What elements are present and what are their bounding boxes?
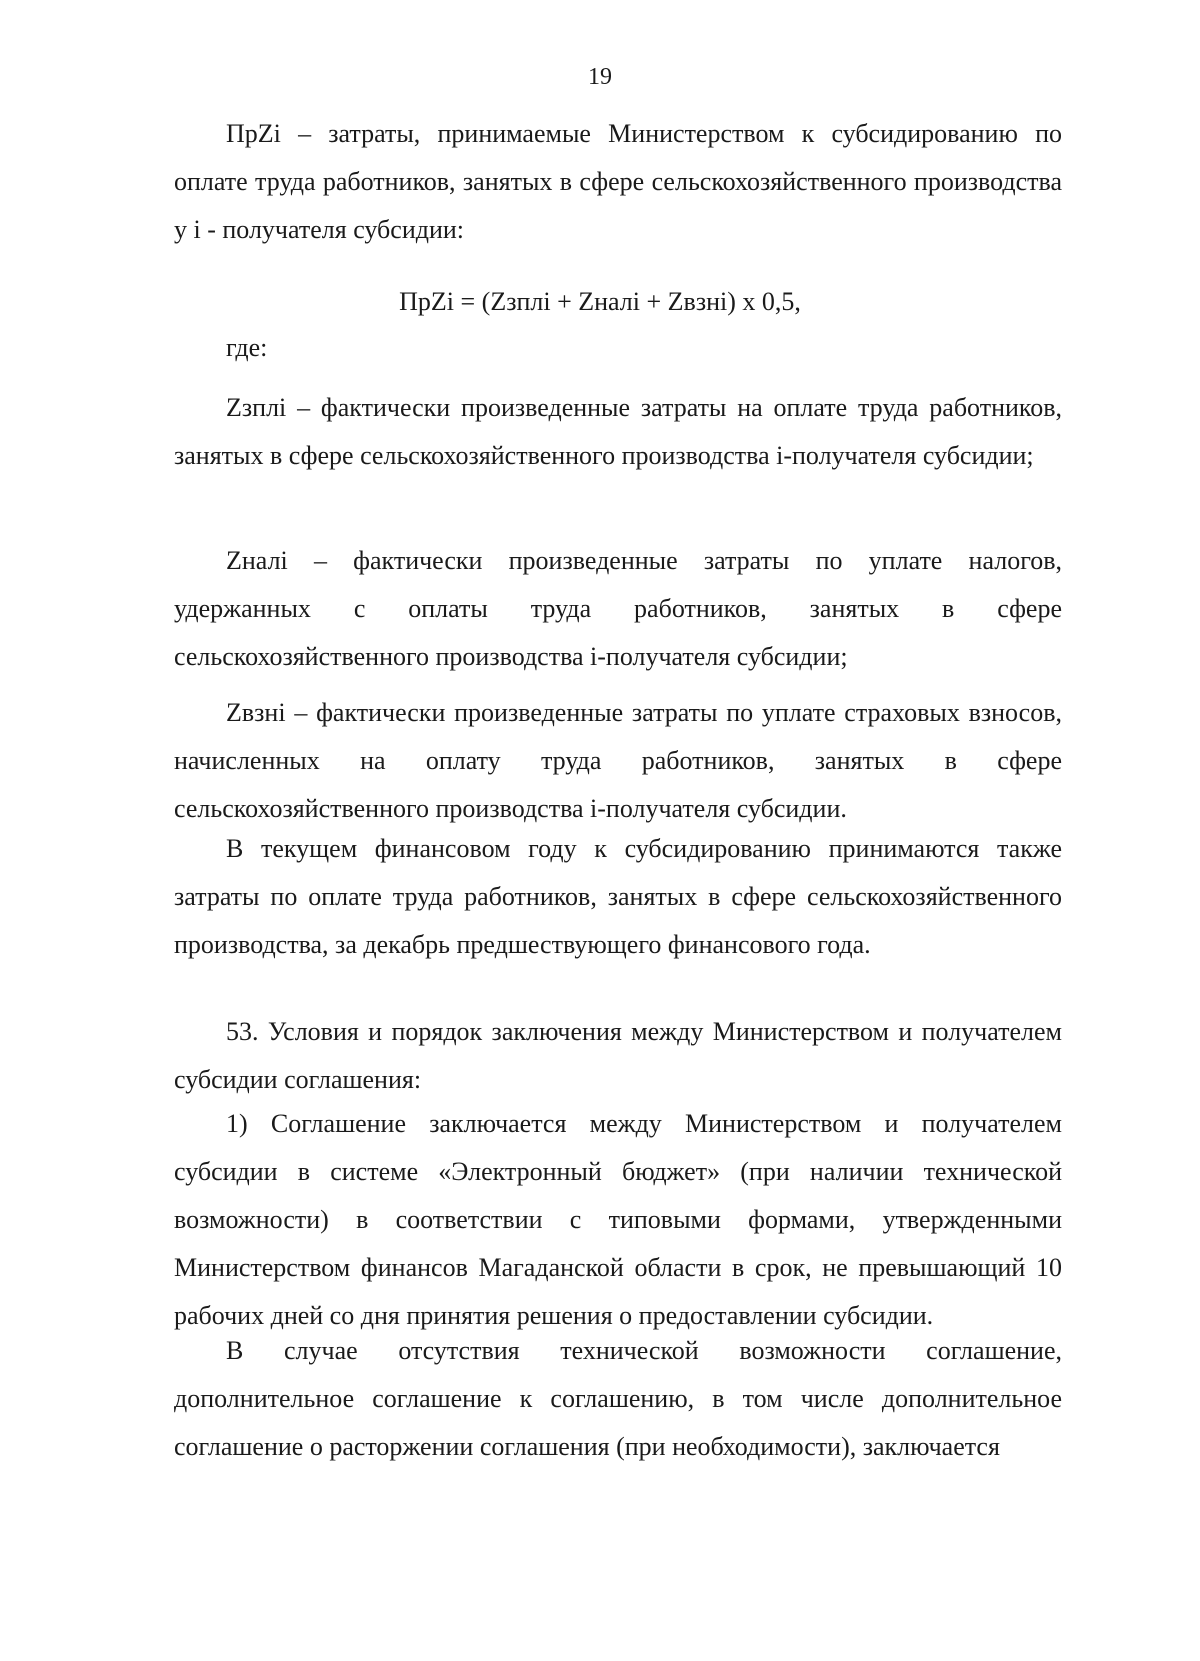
formula: ПрZi = (Zзплi + Zналi + Zвзнi) x 0,5,	[399, 287, 801, 316]
paragraph-zvzn-definition: Zвзнi – фактически произведенные затраты по уплате страховых взносов, начисленных на оплату труда работников, занятых в сфере сельскохозяйственного производства i-получателя субсидии.	[174, 698, 1062, 823]
paragraph-zzpl-definition: Zзплi – фактически произведенные затраты на оплате труда работников, занятых в сфере сельскохозяйственного производства i-получателя субсидии;	[174, 393, 1062, 470]
paragraph-where: где:	[226, 333, 268, 362]
paragraph-current-year: В текущем финансовом году к субсидированию принимаются также затраты по оплате труда работников, занятых в сфере сельскохозяйственного производства, за декабрь предшествующего финансового года.	[174, 834, 1062, 959]
paragraph-item-53: 53. Условия и порядок заключения между Министерством и получателем субсидии соглашения:	[174, 1017, 1062, 1094]
paragraph-subitem-1: 1) Соглашение заключается между Министерством и получателем субсидии в системе «Электронный бюджет» (при наличии технической возможности) в соответствии с типовыми формами, утвержденными Министерством финансов Магаданской области в срок, не превышающий 10 рабочих дней со дня принятия решения о предоставлении субсидии.	[174, 1109, 1062, 1330]
paragraph-przi-definition: ПрZi – затраты, принимаемые Министерством к субсидированию по оплате труда работников, занятых в сфере сельскохозяйственного производства у i - получателя субсидии:	[174, 119, 1062, 244]
page-number: 19	[588, 64, 612, 90]
paragraph-znal-definition: Zналi – фактически произведенные затраты по уплате налогов, удержанных с оплаты труда работников, занятых в сфере сельскохозяйственного производства i-получателя субсидии;	[174, 546, 1062, 671]
paragraph-no-technical-possibility: В случае отсутствия технической возможности соглашение, дополнительное соглашение к соглашению, в том числе дополнительное соглашение о расторжении соглашения (при необходимости), заключается	[174, 1336, 1062, 1461]
